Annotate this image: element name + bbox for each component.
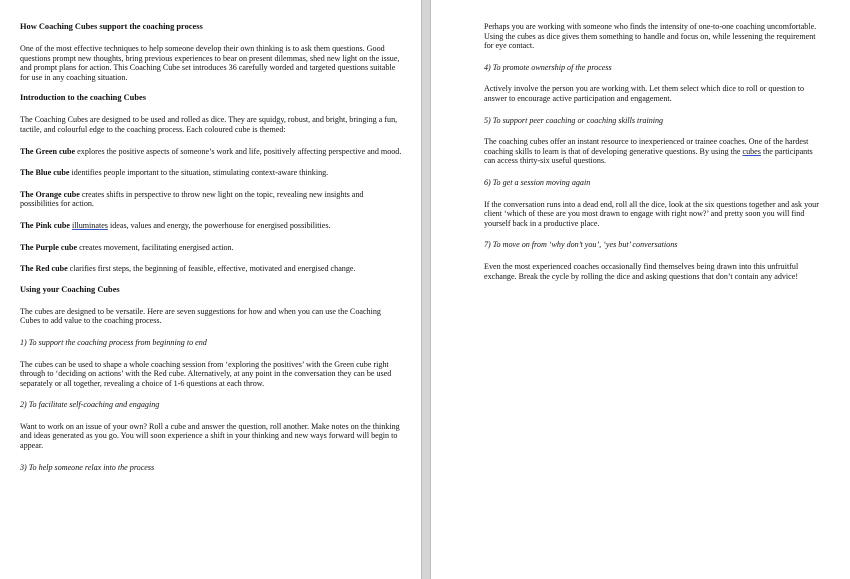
paragraph-suggestion-5	[484, 137, 820, 166]
cube-text-pink-post: ideas, values and energy, the powerhouse for energised possibilities.	[107, 220, 331, 230]
subheading-7: 7) To move on from ‘why don’t you’, ‘yes but’ conversations	[484, 240, 678, 250]
cube-name-pink: The Pink cube	[20, 220, 70, 230]
heading-using-cubes: Using your Coaching Cubes	[20, 284, 120, 294]
suggestion-5-text-b: the participants can access thirty-six useful questions.	[484, 146, 813, 166]
paragraph-suggestion-6: If the conversation runs into a dead end, roll all the dice, look at the six questions together and ask your client ‘which of these are you most drawn to engage with right now?’ and pretty soon you will find yourself back in a productive place.	[484, 199, 819, 228]
subheading-5: 5) To support peer coaching or coaching skills training	[484, 115, 664, 125]
paragraph-blue-cube	[20, 168, 403, 178]
paragraph-pink-cube	[20, 221, 403, 231]
paragraph-red-cube	[20, 264, 403, 274]
document-page-right	[431, 0, 850, 579]
paragraph-suggestion-1: The cubes can be used to shape a whole coaching session from ‘exploring the positives’ with the Green cube right through to ‘deciding on actions’ with the Red cube. Alternatively, at any point in the conversation they can be used separately or all together, revealing a choice of 1-6 questions at each throw.	[20, 359, 392, 388]
paragraph-suggestion-3: Perhaps you are working with someone who finds the intensity of one-to-one coaching uncomfortable. Using the cubes as dice gives them something to handle and focus on, while lessening the requirement for eye contact.	[484, 22, 817, 51]
cube-text-blue: identifies people important to the situation, stimulating context-aware thinking.	[69, 168, 329, 178]
cube-name-blue: The Blue cube	[20, 168, 70, 178]
cube-name-red: The Red cube	[20, 264, 68, 274]
paragraph-suggestion-2: Want to work on an issue of your own? Roll a cube and answer the question, roll another. Make notes on the thinking and ideas generated as you go. You will soon experience a shift in your thinking and new ways forward will begin to appear.	[20, 421, 400, 451]
paragraph-intro: One of the most effective techniques to help someone develop their own thinking is to ask them questions. Good questions prompt new thoughts, bring previous experiences to bear on present dilemmas, shed new light on the issue, and prompt plans for action. This Coaching Cube set introduces 36 carefully worded and targeted questions suitable for use in any coaching situation.	[20, 44, 400, 82]
cube-name-green: The Green cube	[20, 146, 76, 156]
heading-introduction: Introduction to the coaching Cubes	[20, 93, 146, 103]
paragraph-suggestion-7: Even the most experienced coaches occasionally find themselves being drawn into this unfruitful exchange. Break the cycle by rolling the dice and asking questions that don’t contain any advice!	[484, 261, 799, 281]
spellcheck-word-illuminates[interactable]: illuminates	[71, 220, 108, 230]
cube-name-orange: The Orange cube	[20, 189, 80, 199]
document-page-left	[0, 0, 421, 579]
suggestion-5-text-a: The coaching cubes offer an instant resource to inexperienced or trainee coaches. One of the hardest coaching skills to learn is that of developing generative questions. By using the	[484, 137, 809, 156]
paragraph-green-cube	[20, 147, 403, 157]
subheading-3: 3) To help someone relax into the process	[20, 462, 155, 472]
subheading-2: 2) To facilitate self-coaching and engaging	[20, 400, 160, 410]
heading-coaching-process: How Coaching Cubes support the coaching process	[20, 22, 203, 31]
subheading-4: 4) To promote ownership of the process	[484, 62, 612, 72]
cube-text-purple: creates movement, facilitating energised action.	[77, 242, 234, 252]
subheading-1: 1) To support the coaching process from beginning to end	[20, 337, 207, 347]
paragraph-suggestion-4: Actively involve the person you are working with. Let them select which dice to roll or question to answer to encourage active participation and engagement.	[484, 84, 805, 103]
paragraph-orange-cube	[20, 190, 403, 209]
subheading-6: 6) To get a session moving again	[484, 177, 591, 187]
cube-name-purple: The Purple cube	[20, 242, 78, 252]
spellcheck-word-cubes[interactable]: cubes	[742, 146, 761, 156]
cube-text-orange: creates shifts in perspective to throw new light on the topic, revealing new insights and possibilities for action.	[20, 189, 364, 209]
paragraph-purple-cube	[20, 243, 403, 253]
cube-text-red: clarifies first steps, the beginning of feasible, effective, motivated and energised change.	[67, 264, 356, 274]
paragraph-using-intro: The cubes are designed to be versatile. Here are seven suggestions for how and when you can use the Coaching Cubes to add value to the coaching process.	[20, 306, 381, 326]
page-gutter	[421, 0, 431, 579]
paragraph-cubes-intro: The Coaching Cubes are designed to be used and rolled as dice. They are squidgy, robust, and bright, bringing a fun, tactile, and colourful edge to the coaching process. Each coloured cube is themed:	[20, 115, 398, 134]
cube-text-green: explores the positive aspects of someone’s work and life, positively affecting perspective and mood.	[75, 146, 402, 156]
